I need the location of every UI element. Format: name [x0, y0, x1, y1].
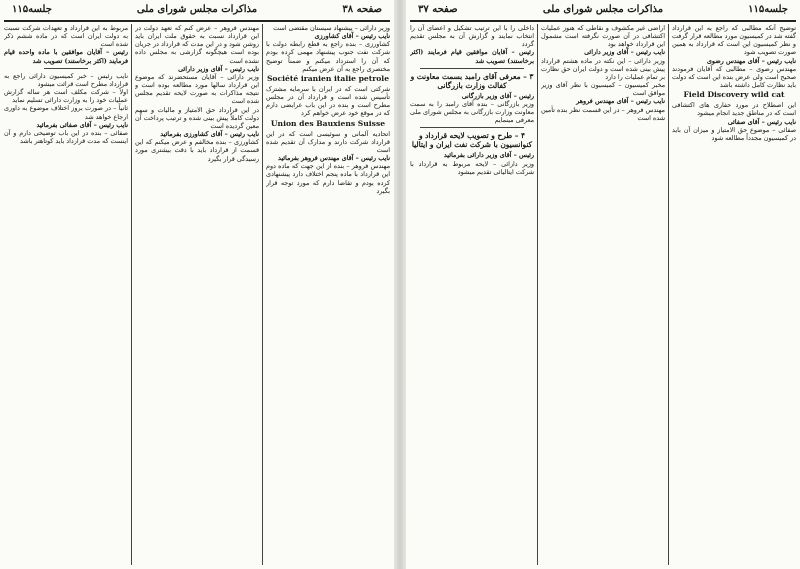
paragraph: مهندس فروهر – عرض کنم که تعهد دولت در این قرارداد نسبت به حقوق ملت ایران باید روشن شود و در این مدت که قرارداد در جریان بوده است هیچگونه گزارشی به مجلس داده نشده است — [135, 24, 259, 65]
paragraph: اتحادیه آلمانی و سوئیسی است که در این قرارداد شرکت دارند و مدارک آن تقدیم شده است — [266, 129, 390, 154]
section-divider — [420, 68, 524, 69]
latin-term: Union des Bauxiens Suisse — [270, 118, 386, 128]
paragraph: مهندس رضوی – مطالبی که آقایان فرمودند صحیح است ولی عرض بنده این است که دولت باید نظارت کامل داشته باشد — [672, 64, 796, 90]
right-column-1 — [672, 24, 796, 565]
paragraph: اراضی غیر مکشوف و نقاطی که هنوز عملیات اکتشافی در آن صورت نگرفته است مشمول این قرارداد خواهد بود — [541, 24, 665, 49]
section-heading: ۴ – طرح و تصویب لایحه قرارداد و کنوانسیون با شرکت نفت ایران و ایتالیا — [411, 131, 533, 150]
paragraph: در این قرارداد حق الامتیاز و مالیات و سهم دولت کاملاً پیش بینی شده و ترتیب پرداخت آن معین گردیده است — [135, 105, 259, 130]
paragraph: مهندس فروهر – در این قسمت نظر بنده تأمین شده است — [541, 105, 665, 122]
paragraph: صفائی – موضوع حق الامتیاز و میزان آن باید در کمیسیون مجدداً مطالعه شود — [672, 125, 796, 142]
speaker-line: نایب رئیس – آقای وزیر دارائی — [584, 48, 665, 57]
right-session-label: جلسه۱۱۵ — [748, 4, 788, 15]
paragraph: اولاً – شرکت مکلف است هر ساله گزارش عملیات خود را به وزارت دارائی تسلیم نماید — [4, 88, 128, 105]
paragraph: وزیر دارائی – این نکته در ماده هشتم قرارداد پیش بینی شده است و دولت ایران حق نظارت بر تمام عملیات را دارد — [541, 56, 665, 81]
left-column-1 — [266, 24, 390, 565]
paragraph: صفائی – بنده در این باب توضیحی دارم و آن اینست که مدت قرارداد باید کوتاهتر باشد — [4, 128, 128, 146]
column-rule — [537, 24, 538, 565]
paragraph: وزیر دارائی – لایحه مربوط به قرارداد با شرکت ایتالیائی تقدیم میشود — [410, 159, 534, 176]
paragraph: ثانیاً – در صورت بروز اختلاف موضوع به داوری ارجاع خواهد شد — [4, 104, 128, 121]
left-page-title: مذاکرات مجلس شورای ملی — [136, 4, 258, 15]
right-column-2 — [541, 24, 665, 565]
speaker-line: رئیس – آقای وزیر بازرگانی — [461, 91, 534, 100]
speaker-line: نایب رئیس – آقای صفائی بفرمائید — [36, 120, 128, 129]
right-page-title: مذاکرات مجلس شورای ملی — [542, 4, 664, 15]
paragraph: کشاورزی – بنده مخالفم و عرض میکنم که این قسمت از قرارداد باید با دقت بیشتری مورد رسیدگی قرار بگیرد — [135, 138, 259, 163]
paragraph: شرکتی است که در ایران با سرمایه مشترک تأسیس شده است و قرارداد آن در مجلس مطرح است و بنده در این باب عرایضی دارم که در موقع خود عرض خواهم کرد — [266, 84, 390, 118]
column-rule — [262, 24, 263, 565]
speaker-line: نایب رئیس – آقای صفائی — [727, 117, 796, 126]
speaker-line: نایب رئیس – آقای کشاورزی — [314, 32, 390, 41]
section-divider — [44, 68, 88, 69]
paragraph: نایب رئیس – خبر کمیسیون دارائی راجع به قرارداد مطرح است قرائت میشود — [4, 71, 128, 88]
latin-term: Field Discovery wild cat — [683, 90, 785, 100]
left-column-2 — [135, 24, 259, 565]
speaker-line: نایب رئیس – آقای کشاورزی بفرمائید — [160, 130, 259, 139]
left-page — [0, 0, 394, 569]
right-page-columns — [410, 24, 796, 565]
paragraph: کشاورزی – بنده راجع به قطع رابطه دولت با شرکت نفت جنوب پیشنهاد مهمی کرده بودم که آن را استرداد میکنم و ضمناً توضیح مختصری راجع به آن عرض میکنم — [266, 40, 390, 73]
paragraph: مهندس فروهر – بنده از این جهت که ماده دوم این قرارداد با ماده پنجم اختلاف دارد پیشنهادی کرده بودم و تقاضا دارم که مورد توجه قرار بگیرد — [266, 162, 390, 195]
right-page-header — [410, 0, 796, 22]
speaker-line: نایب رئیس – آقای مهندس فروهر — [576, 97, 665, 106]
right-column-3 — [410, 24, 534, 565]
speaker-line: رئیس – آقای وزیر دارائی بفرمائید — [443, 151, 534, 160]
speaker-line: نایب رئیس – آقای مهندس رضوی — [706, 56, 796, 65]
speaker-line: نایب رئیس – آقای وزیر دارائی — [178, 64, 259, 73]
paragraph: توضیح آنکه مطالبی که راجع به این قرارداد گفته شد در کمیسیون مورد مطالعه قرار گرفت و نظر کمیسیون این است که قرارداد به همین صورت تصویب شود — [672, 24, 796, 57]
paragraph: داخلی را با این ترتیب تشکیل و اعضای آن را انتخاب نمایند و گزارش آن به مجلس تقدیم گردد — [410, 24, 534, 49]
latin-term: Société iranien italie petrole — [266, 73, 390, 83]
right-page-number: صفحه ۳۷ — [418, 4, 458, 15]
page-gutter — [394, 0, 406, 569]
section-heading: ۳ – معرفی آقای رامبد بسمت معاونت و کفالت وزارت بازرگانی — [410, 71, 534, 90]
column-rule — [131, 24, 132, 565]
left-page-number: صفحه ۳۸ — [342, 4, 382, 15]
left-page-header — [4, 0, 390, 22]
paragraph: مربوط به این قرارداد و تعهدات شرکت نسبت به دولت ایران است که در ماده ششم ذکر شده است — [4, 24, 128, 49]
left-session-label: جلسه۱۱۵ — [12, 4, 52, 15]
speaker-line: رئیس – آقایان موافقین با ماده واحده قیام فرمایند (اکثر برخاستند) تصویب شد — [4, 48, 128, 65]
paragraph: وزیر بازرگانی – بنده آقای رامبد را به سمت معاونت وزارت بازرگانی به مجلس شورای ملی معرفی مینمایم — [410, 99, 534, 125]
right-page — [406, 0, 800, 569]
left-column-3 — [4, 24, 128, 565]
section-divider — [420, 127, 524, 128]
paragraph: مخبر کمیسیون – کمیسیون با نظر آقای وزیر موافق است — [541, 81, 665, 98]
column-rule — [668, 24, 669, 565]
speaker-line: رئیس – آقایان موافقین قیام فرمایند (اکثر برخاستند) تصویب شد — [410, 48, 534, 65]
speaker-line: نایب رئیس – آقای مهندس فروهر بفرمائید — [277, 154, 390, 163]
left-page-columns — [4, 24, 390, 565]
paragraph: وزیر دارائی – پیشنهاد سیستان مقتضی است — [273, 24, 390, 32]
paragraph: این اصطلاح در مورد حفاری های اکتشافی است که در مناطق جدید انجام میشود — [672, 101, 796, 118]
paragraph: وزیر دارائی – آقایان مستحضرند که موضوع این قرارداد سالها مورد مطالعه بوده است و نتیجه مذاکرات به صورت لایحه تقدیم مجلس شده است — [135, 72, 259, 106]
